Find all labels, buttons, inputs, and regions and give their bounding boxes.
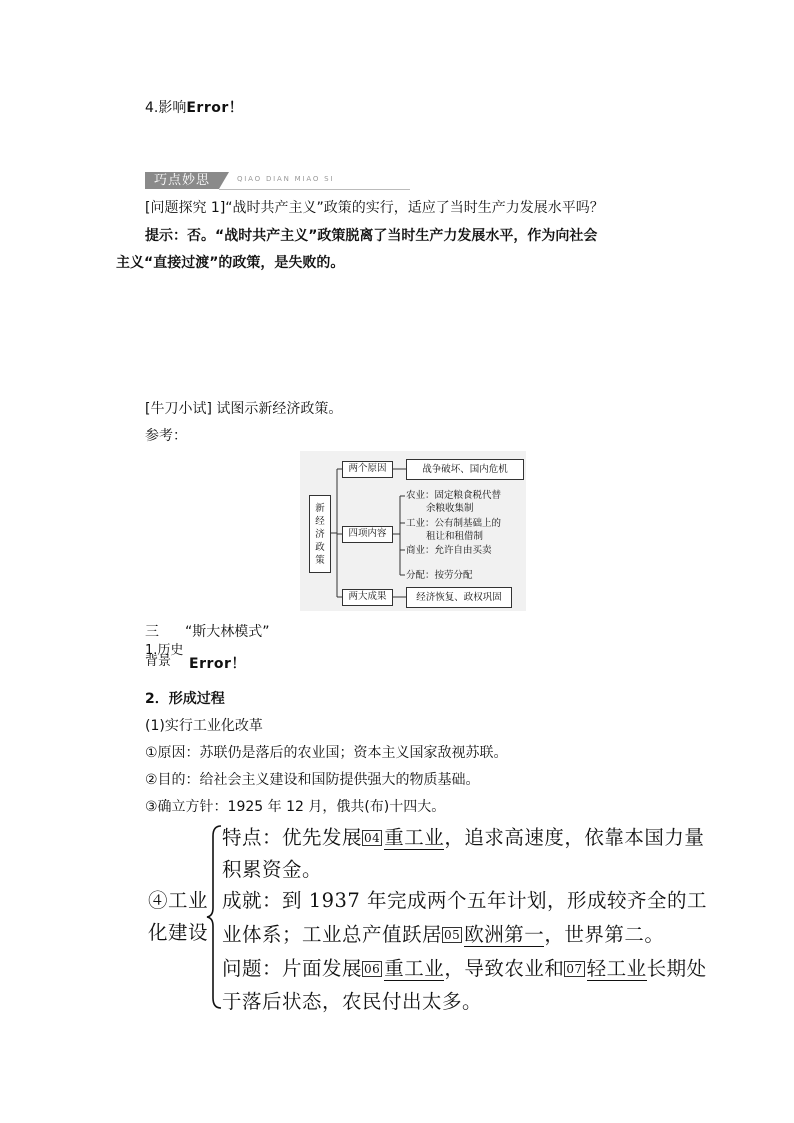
section-3-title: “斯大林模式” bbox=[185, 624, 270, 640]
branch-results: 两大成果 bbox=[342, 589, 393, 606]
features-prefix: 特点：优先发展 bbox=[222, 826, 363, 849]
section-3-number: 三 bbox=[145, 624, 159, 640]
industrial-reason: ①原因：苏联仍是落后的农业国；资本主义国家敌视苏联。 bbox=[145, 745, 508, 761]
brace-label bbox=[148, 885, 208, 949]
industrial-title: (1)实行工业化改革 bbox=[145, 718, 263, 734]
problems-prefix: 问题：片面发展 bbox=[222, 957, 363, 980]
brace-label-line2: 化建设 bbox=[148, 921, 209, 944]
trial-line bbox=[145, 399, 342, 419]
problems-mid: ，导致农业和 bbox=[444, 957, 565, 980]
features-block bbox=[222, 822, 704, 886]
content-agriculture-line2: 余粮收集制 bbox=[426, 503, 474, 514]
achievements-number-badge: 05 bbox=[444, 928, 461, 942]
question-text: “战时共产主义”政策的实行，适应了当时生产力发展水平吗？ bbox=[225, 200, 604, 216]
features-number-badge: 04 bbox=[364, 831, 381, 845]
history-label-line1: 1.历史 bbox=[145, 643, 184, 658]
achievements-line1: 成就：到 1937 年完成两个五年计划，形成较齐全的工 bbox=[222, 889, 708, 912]
diagram-root bbox=[309, 495, 331, 573]
nep-diagram bbox=[300, 451, 526, 611]
impact-error: Error！ bbox=[186, 100, 244, 116]
reference-label: 参考： bbox=[145, 428, 187, 444]
content-industry-line2: 租让和租借制 bbox=[426, 531, 484, 542]
diagram-root-label: 新经济政策 bbox=[315, 503, 325, 566]
history-label bbox=[145, 645, 183, 667]
features-suffix: ，追求高速度，依靠本国力量 bbox=[444, 826, 705, 849]
tips-banner bbox=[145, 172, 410, 190]
features-line2: 积累资金。 bbox=[222, 858, 323, 881]
banner-title: 巧点妙思 bbox=[145, 172, 219, 189]
features-line1 bbox=[222, 822, 704, 854]
formation-heading: 2．形成过程 bbox=[145, 691, 225, 707]
problems-number-badge-2: 07 bbox=[566, 962, 583, 976]
content-industry bbox=[406, 517, 501, 543]
content-distribution: 分配：按劳分配 bbox=[406, 570, 473, 581]
reasons-item: 战争破坏、国内危机 bbox=[406, 459, 524, 480]
history-label-line2: 背景 bbox=[145, 654, 172, 669]
banner-rule bbox=[219, 189, 410, 190]
branch-reasons: 两个原因 bbox=[342, 461, 393, 478]
achievements-block bbox=[222, 884, 707, 952]
achievements-prefix: 业体系；工业总产值跃居 bbox=[222, 923, 443, 946]
question-tag: [问题探究 1] bbox=[145, 200, 226, 216]
content-commerce: 商业：允许自由买卖 bbox=[406, 545, 492, 556]
features-key: 重工业 bbox=[384, 826, 445, 849]
problems-suffix: 长期处 bbox=[646, 957, 707, 980]
achievements-line2 bbox=[222, 918, 707, 952]
problems-line2: 于落后状态，农民付出太多。 bbox=[222, 990, 483, 1013]
industrial-policy: ③确立方针：1925 年 12 月，俄共(布)十四大。 bbox=[145, 799, 446, 815]
achievements-key: 欧洲第一 bbox=[464, 923, 545, 946]
trial-tag: [牛刀小试] bbox=[145, 401, 212, 417]
content-agriculture bbox=[406, 489, 501, 515]
history-error: Error！ bbox=[189, 656, 246, 672]
content-agriculture-line1: 农业：固定粮食税代替 bbox=[406, 490, 502, 501]
content-industry-line1: 工业：公有制基础上的 bbox=[406, 518, 502, 529]
answer-line-1: 提示：否。“战时共产主义”政策脱离了当时生产力发展水平，作为向社会 bbox=[145, 228, 598, 244]
impact-heading bbox=[145, 98, 243, 118]
problems-number-badge-1: 06 bbox=[364, 962, 381, 976]
section-3-heading bbox=[145, 622, 270, 642]
branch-contents: 四项内容 bbox=[342, 526, 393, 543]
achievements-suffix: ，世界第二。 bbox=[544, 923, 665, 946]
results-item: 经济恢复、政权巩固 bbox=[406, 587, 512, 608]
industrial-purpose: ②目的：给社会主义建设和国防提供强大的物质基础。 bbox=[145, 772, 480, 788]
impact-label: 4.影响 bbox=[145, 100, 187, 116]
problems-key-1: 重工业 bbox=[384, 957, 445, 980]
answer-line-2: 主义“直接过渡”的政策，是失败的。 bbox=[116, 255, 345, 271]
problems-line1 bbox=[222, 952, 707, 985]
trial-text: 试图示新经济政策。 bbox=[216, 401, 343, 417]
banner-subtitle: QIAO DIAN MIAO SI bbox=[237, 175, 335, 183]
brace-label-line1: ④工业 bbox=[148, 889, 209, 912]
problems-key-2: 轻工业 bbox=[586, 957, 647, 980]
question-line bbox=[145, 198, 604, 218]
problems-block bbox=[222, 952, 707, 1018]
